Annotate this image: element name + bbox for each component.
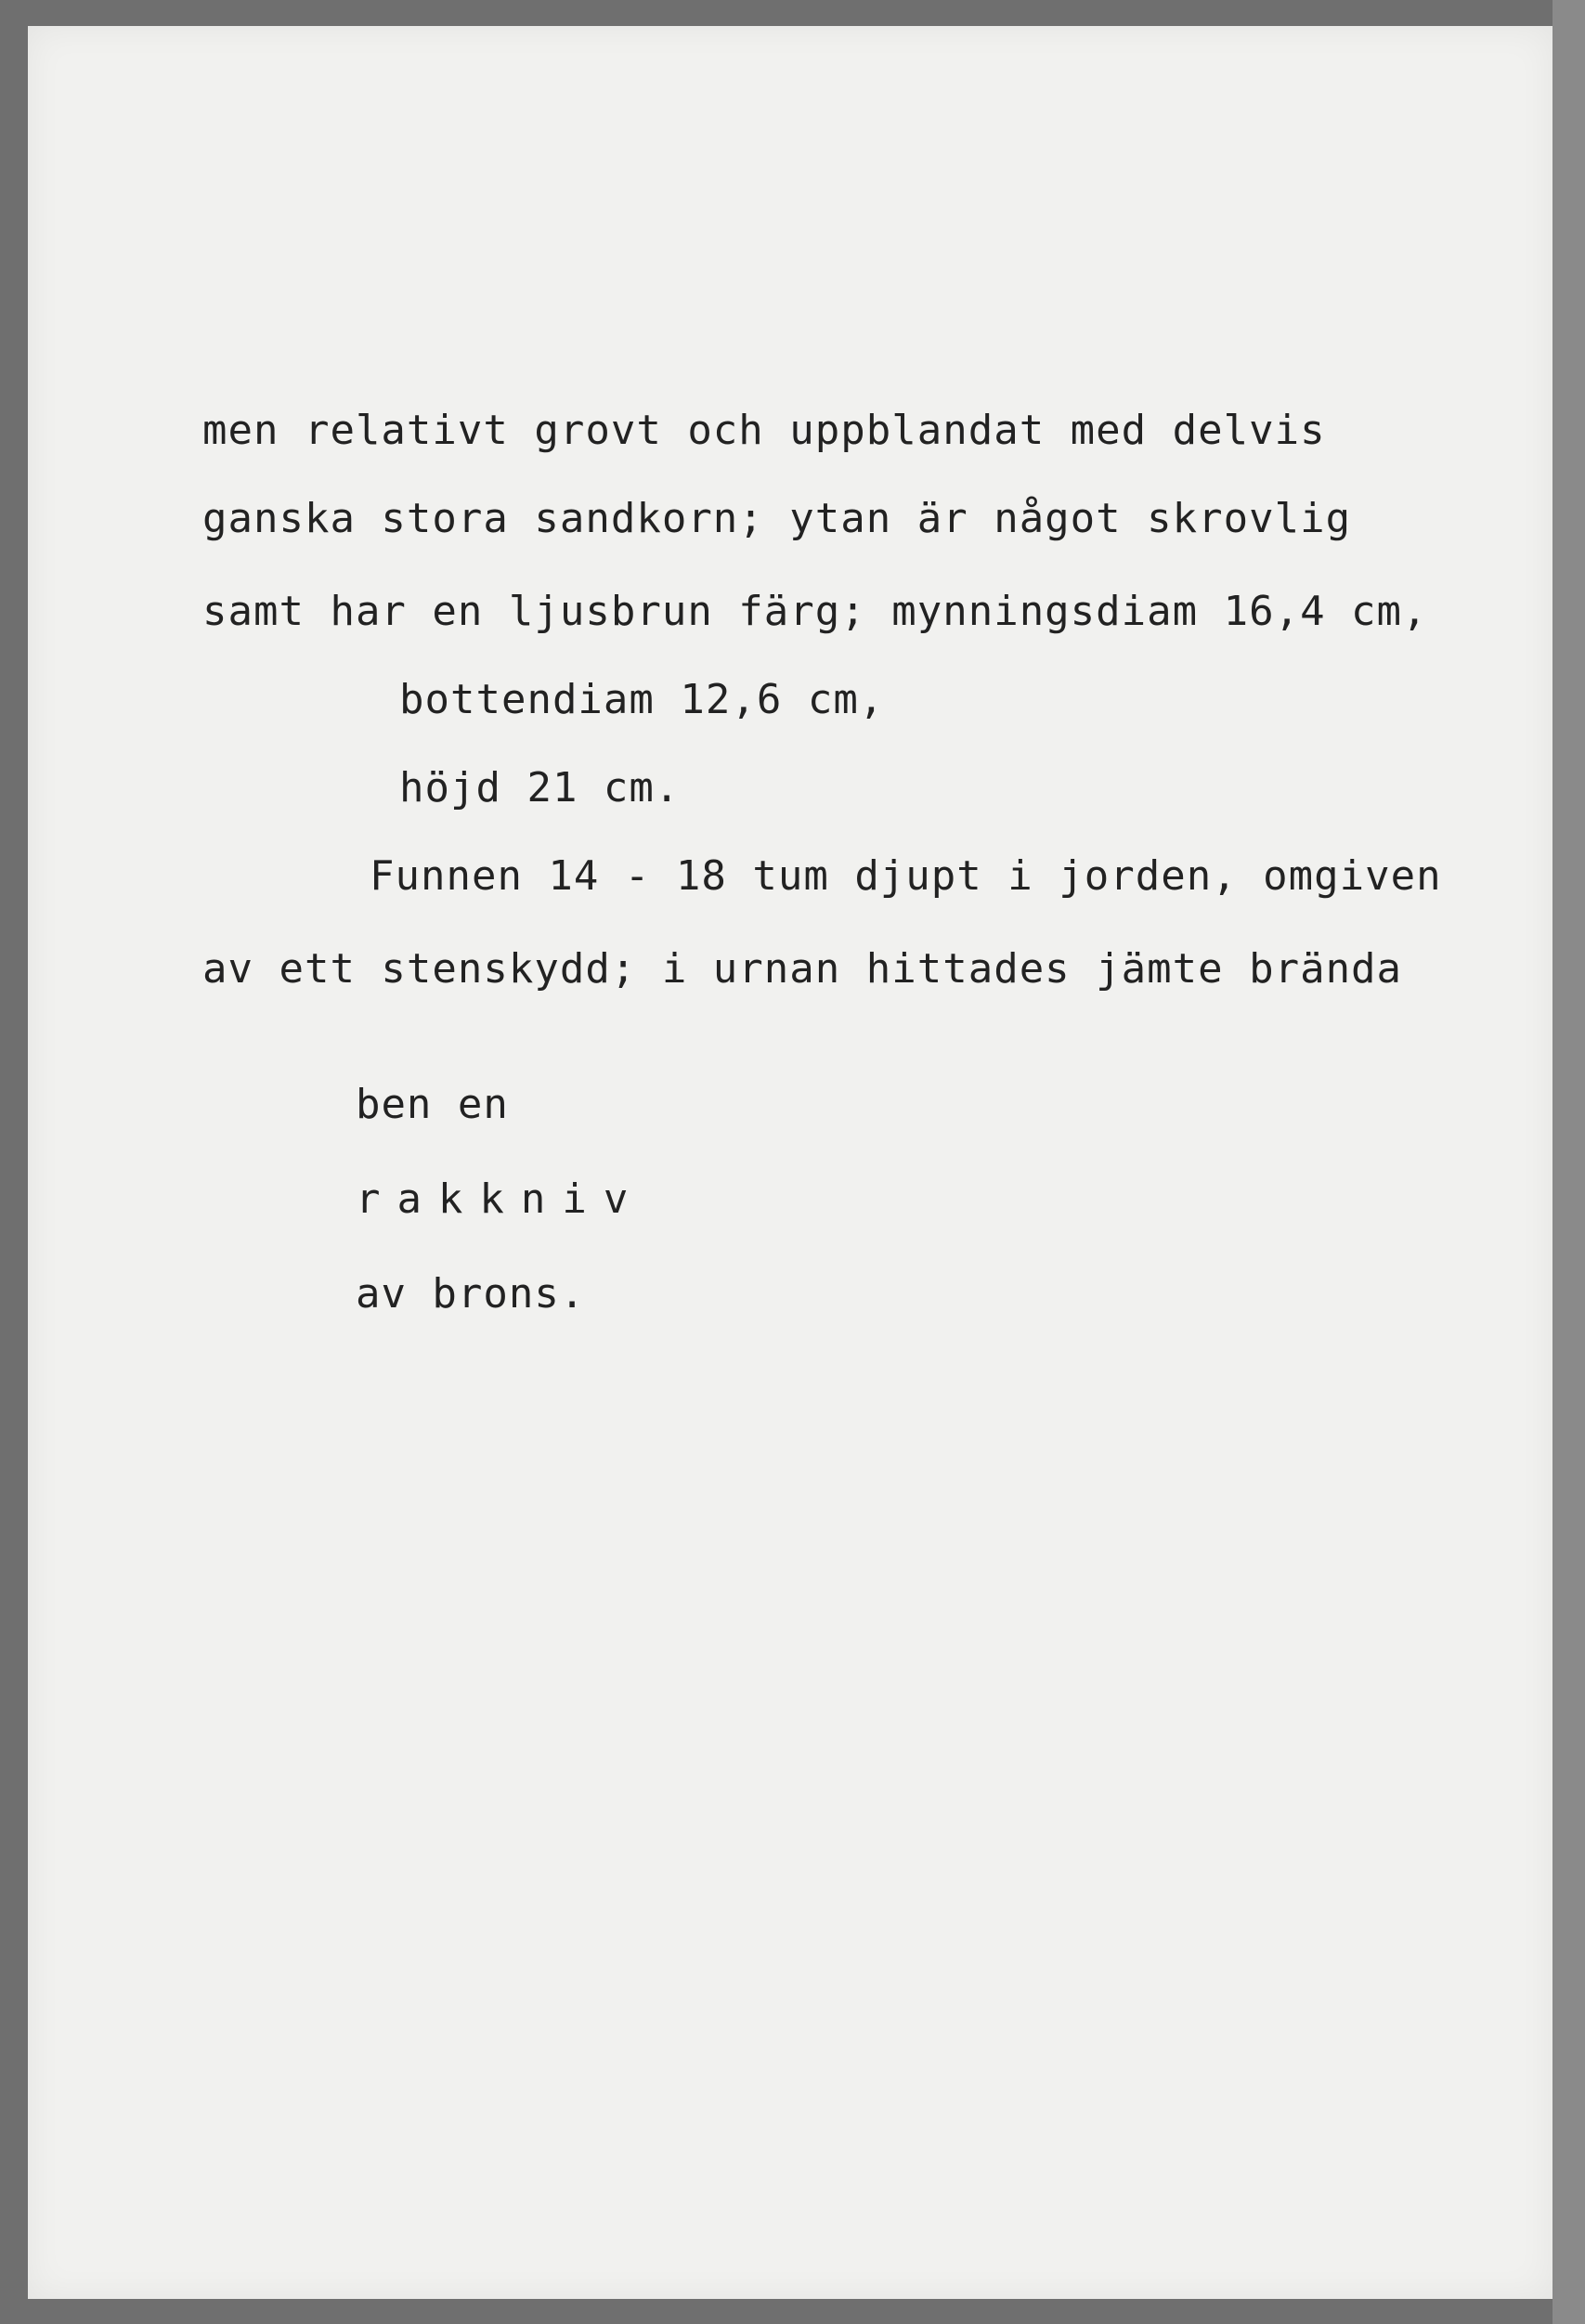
- text-line-4: bottendiam 12,6 cm,: [399, 676, 885, 723]
- scanner-background-edge: [1553, 0, 1585, 2324]
- text-line-7: av ett stenskydd; i urnan hittades jämte brända: [202, 945, 1403, 993]
- typed-document-card: [28, 26, 1553, 2299]
- line-8-prefix: ben en: [355, 1081, 509, 1128]
- text-line-2: ganska stora sandkorn; ytan är något skrovlig: [202, 495, 1352, 542]
- line-8-spaced-word: rakkniv: [355, 1175, 645, 1223]
- text-line-3: samt har en ljusbrun färg; mynningsdiam 16,4 cm,: [202, 588, 1428, 635]
- text-line-8: [202, 1033, 644, 1365]
- text-line-1: men relativt grovt och uppblandat med delvis: [202, 407, 1326, 454]
- text-line-5: höjd 21 cm.: [399, 764, 681, 811]
- text-line-6: Funnen 14 - 18 tum djupt i jorden, omgiven: [370, 852, 1442, 900]
- typed-text-block: [28, 26, 1553, 2299]
- line-8-suffix: av brons.: [355, 1270, 586, 1318]
